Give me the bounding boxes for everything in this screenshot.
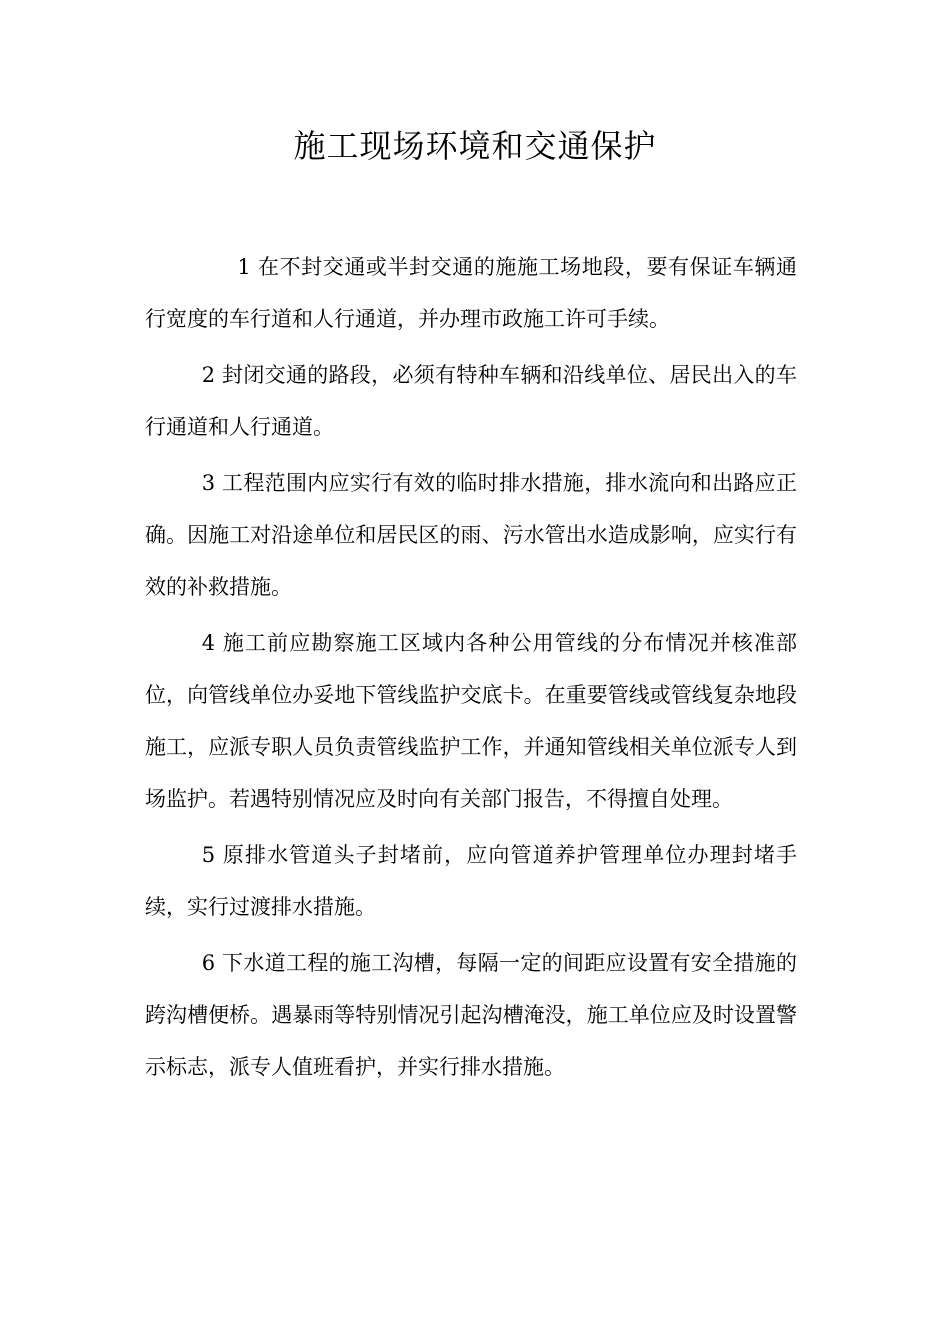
document-body [145,241,797,1097]
paragraph-3: 3 工程范围内应实行有效的临时排水措施，排水流向和出路应正确。因施工对沿途单位和居民区的雨、污水管出水造成影响，应实行有效的补救措施。 [145,471,797,599]
paragraph-2: 2 封闭交通的路段，必须有特种车辆和沿线单位、居民出入的车行通道和人行通道。 [145,363,797,439]
paragraph-5: 5 原排水管道头子封堵前，应向管道养护管理单位办理封堵手续，实行过渡排水措施。 [145,843,797,919]
paragraph-6: 6 下水道工程的施工沟槽，每隔一定的间距应设置有安全措施的跨沟槽便桥。遇暴雨等特别情况引起沟槽淹没，施工单位应及时设置警示标志，派专人值班看护，并实行排水措施。 [145,951,797,1079]
paragraph-1: 1 在不封交通或半封交通的施施工场地段，要有保证车辆通行宽度的车行道和人行通道，并办理市政施工许可手续。 [145,255,797,331]
paragraph-4: 4 施工前应勘察施工区域内各种公用管线的分布情况并核准部位，向管线单位办妥地下管线监护交底卡。在重要管线或管线复杂地段施工，应派专职人员负责管线监护工作，并通知管线相关单位派专人到场监护。若遇特别情况应及时向有关部门报告，不得擅自处理。 [145,631,797,811]
document-title: 施工现场环境和交通保护 [293,127,657,165]
